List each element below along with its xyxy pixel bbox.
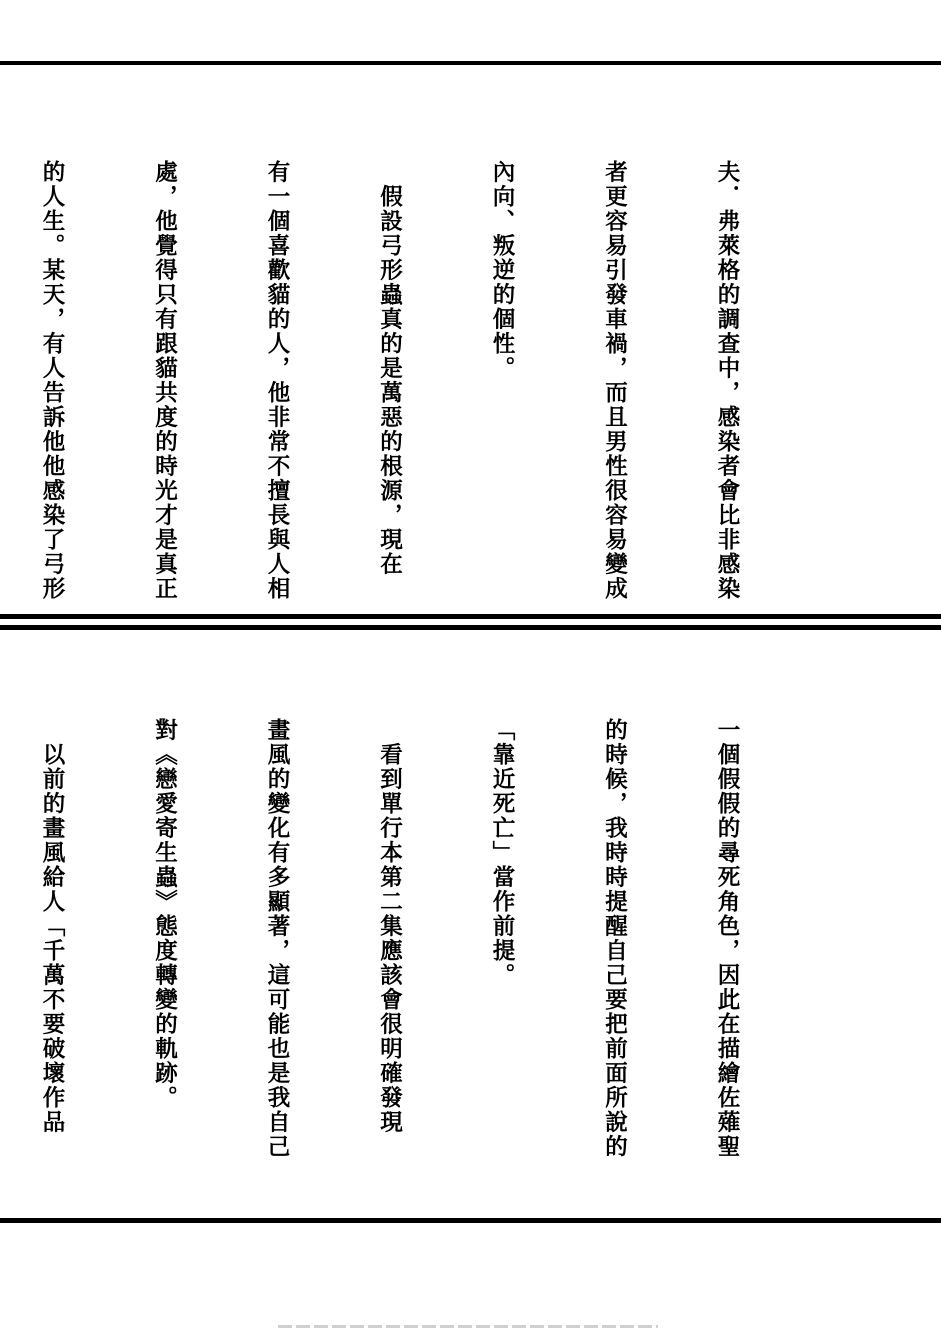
text-column: 看到單行本第二集應該會很明確發現 [376,718,403,1135]
text-column: 的人生。某天，有人告訴他他感染了弓形 [39,160,65,601]
text-column: 處，他覺得只有跟貓共度的時光才是真正 [151,160,178,601]
text-column: 一個假假的尋死角色，因此在描繪佐薙聖 [714,718,740,1159]
text-column: 畫風的變化有多顯著，這可能也是我自己 [264,718,290,1159]
text-column: 以前的畫風給人「千萬不要破壞作品 [39,718,65,1135]
text-column: 夫．弗萊格的調查中，感染者會比非感染 [714,160,740,601]
middle-divider-rule-lower [0,625,941,630]
text-column: 者更容易引發車禍，而且男性很容易變成 [601,160,628,601]
scan-artifact-marks [278,1325,658,1328]
text-column: 有一個喜歡貓的人，他非常不擅長與人相 [264,160,290,601]
upper-vertical-text-block [0,160,820,601]
lower-vertical-text-block [0,718,820,1159]
text-column: 對《戀愛寄生蟲》態度轉變的軌跡。 [151,718,178,1110]
text-column: 「靠近死亡」當作前提。 [489,718,515,988]
text-column: 假設弓形蟲真的是萬惡的根源，現在 [376,160,403,577]
top-divider-rule [0,61,941,65]
text-column: 的時候，我時時提醒自己要把前面所說的 [601,718,628,1159]
bottom-divider-rule [0,1218,941,1223]
text-column: 內向、叛逆的個性。 [489,160,515,381]
middle-divider-rule-upper [0,614,941,619]
